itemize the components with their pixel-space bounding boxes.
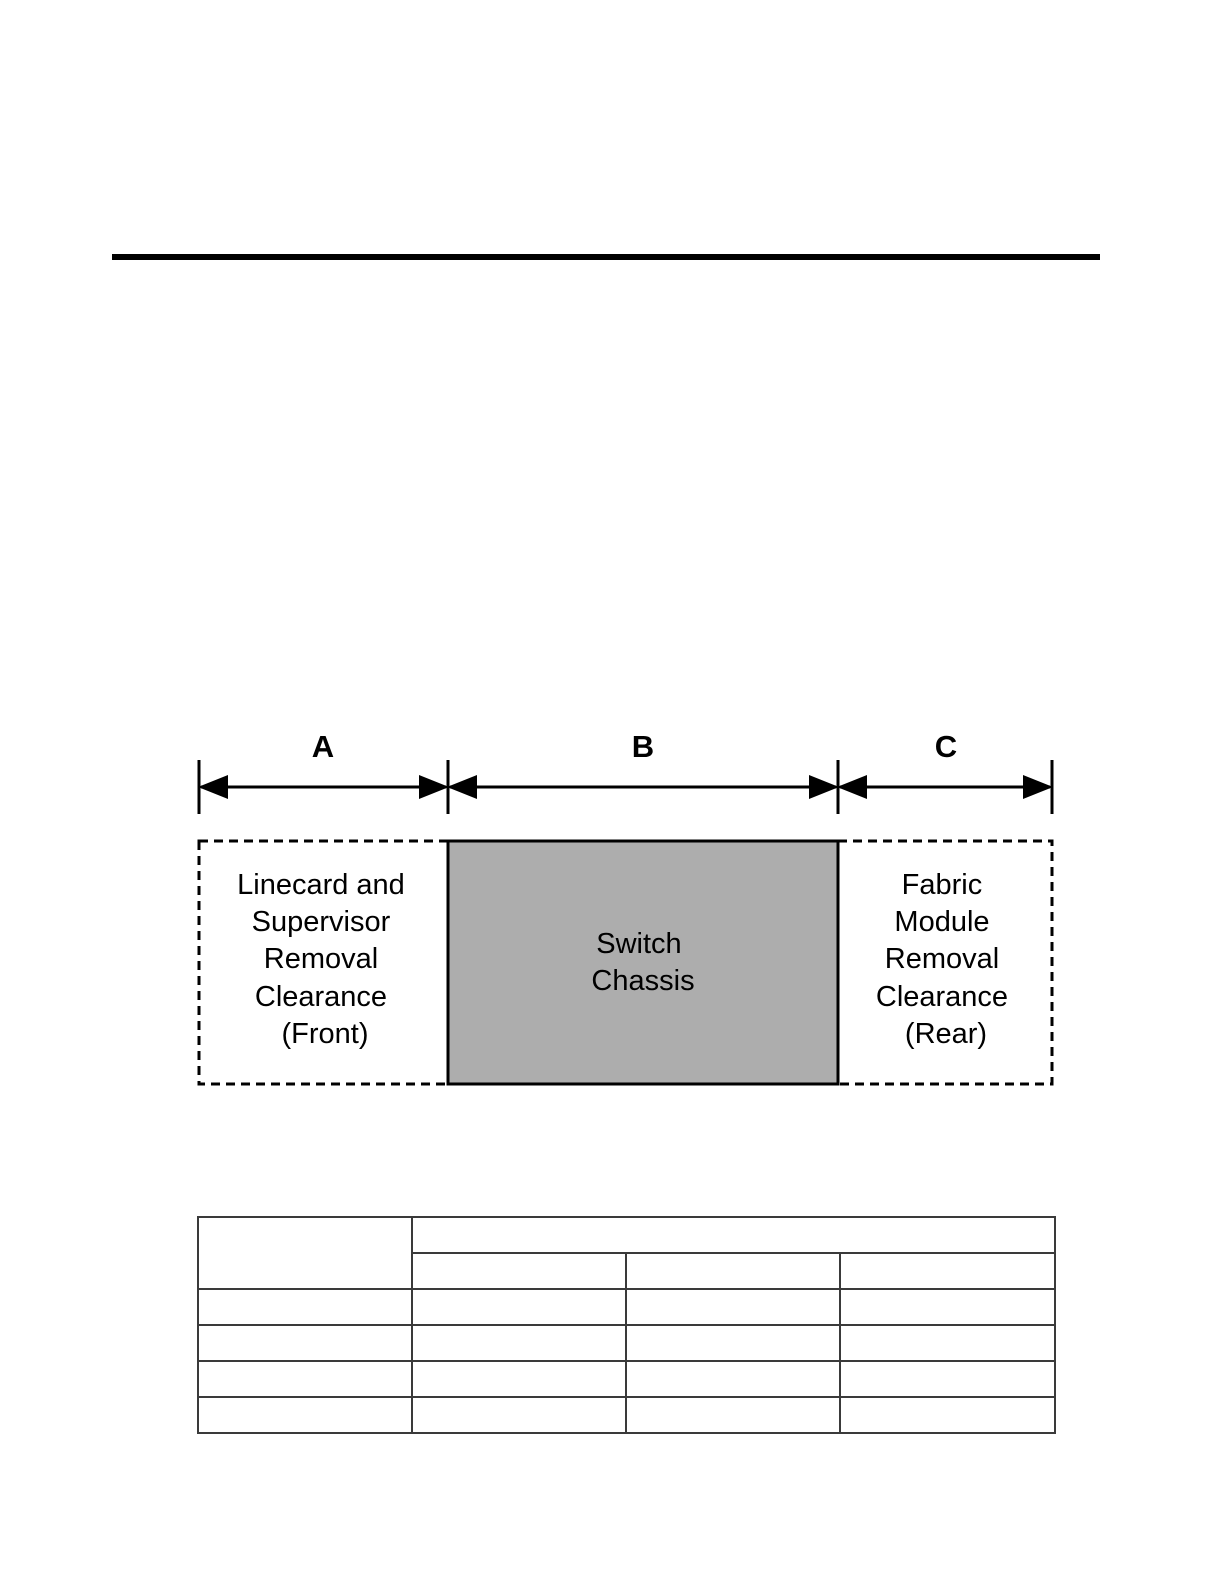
table-header-row — [198, 1217, 1055, 1253]
table-cell — [840, 1361, 1055, 1397]
table-header-cell — [626, 1253, 840, 1289]
table-row — [198, 1397, 1055, 1433]
table-row — [198, 1361, 1055, 1397]
table-header-cell — [198, 1217, 412, 1289]
rear-clearance-line: Removal — [884, 943, 1000, 975]
rear-clearance-line: Clearance — [875, 981, 1009, 1013]
table-cell — [626, 1289, 840, 1325]
rear-clearance-line: (Rear) — [904, 1018, 988, 1050]
dimension-label-b: B — [631, 729, 655, 764]
table-cell — [412, 1325, 626, 1361]
table-cell — [412, 1361, 626, 1397]
rear-clearance-label — [876, 869, 1016, 1050]
table-header-cell — [412, 1217, 1055, 1253]
table-header-cell — [412, 1253, 626, 1289]
table-cell — [198, 1397, 412, 1433]
table-row — [198, 1325, 1055, 1361]
dimension-label-a: A — [311, 729, 335, 764]
clearance-table — [197, 1216, 1056, 1434]
table-cell — [840, 1289, 1055, 1325]
table-cell — [412, 1397, 626, 1433]
front-clearance-line: (Front) — [281, 1018, 369, 1050]
front-clearance-line: Clearance — [254, 981, 388, 1013]
table-cell — [198, 1361, 412, 1397]
table-row — [198, 1289, 1055, 1325]
dimension-label-c: C — [934, 729, 958, 764]
table-cell — [626, 1361, 840, 1397]
rear-clearance-line: Fabric — [901, 869, 983, 901]
table-cell — [198, 1289, 412, 1325]
front-clearance-line: Removal — [263, 943, 379, 975]
table-cell — [412, 1289, 626, 1325]
front-clearance-line: Linecard and — [237, 869, 405, 901]
table-cell — [626, 1397, 840, 1433]
table-cell — [626, 1325, 840, 1361]
switch-chassis-box — [448, 841, 838, 1084]
front-clearance-line: Supervisor — [251, 906, 391, 938]
front-clearance-label — [237, 869, 413, 1050]
table-header-cell — [840, 1253, 1055, 1289]
rear-clearance-line: Module — [894, 906, 990, 938]
switch-chassis-line: Switch — [596, 928, 682, 960]
table-cell — [840, 1325, 1055, 1361]
table-cell — [840, 1397, 1055, 1433]
switch-chassis-line: Chassis — [591, 965, 695, 997]
table-cell — [198, 1325, 412, 1361]
